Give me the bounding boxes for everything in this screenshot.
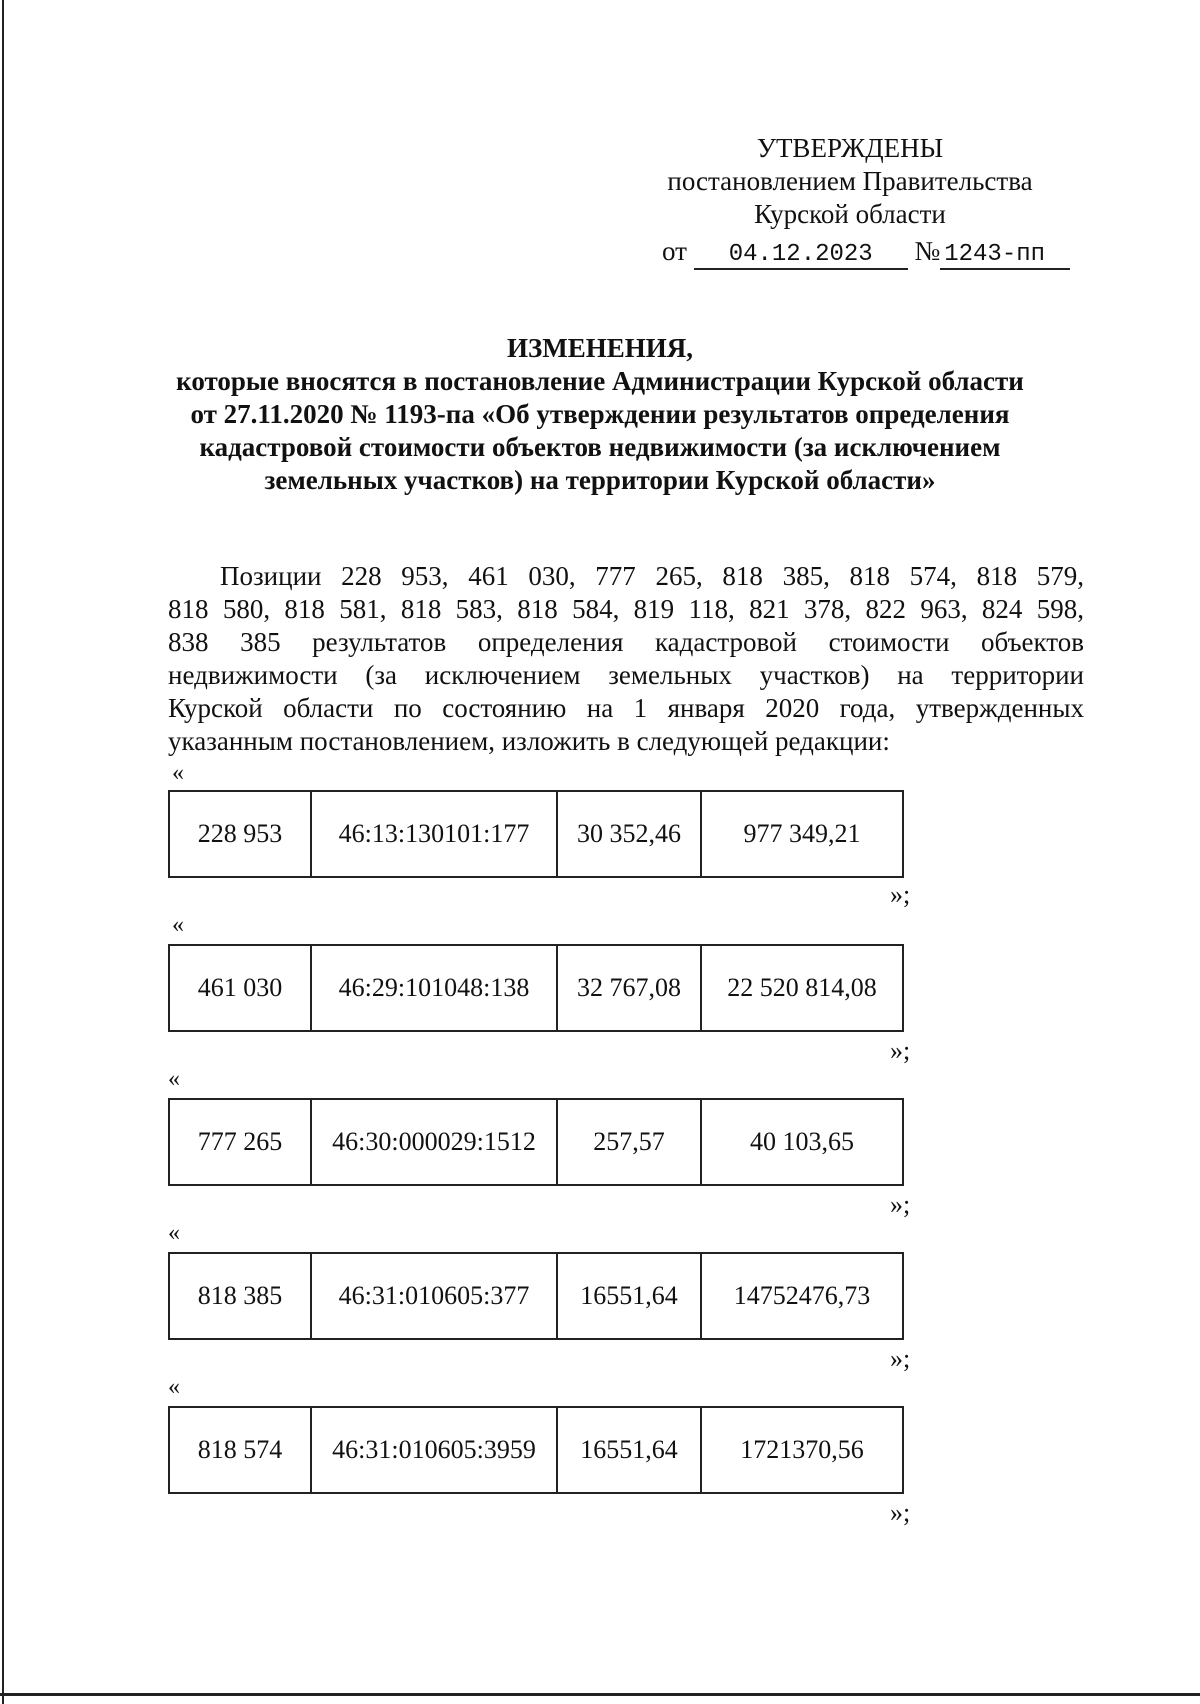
- approval-line-region: Курской области: [754, 199, 946, 229]
- title-heading: ИЗМЕНЕНИЯ,: [506, 333, 693, 363]
- title-line: от 27.11.2020 № 1193-па «Об утверждении результатов определения: [190, 399, 1010, 429]
- title-line: кадастровой стоимости объектов недвижимости (за исключением: [199, 432, 1001, 462]
- cell-cadastral-value: 22 520 814,08: [701, 945, 903, 1031]
- quote-open: «: [172, 912, 184, 938]
- cell-cadastral-number: 46:30:000029:1512: [311, 1099, 557, 1185]
- cell-position: 777 265: [169, 1099, 311, 1185]
- cell-cadastral-number: 46:13:130101:177: [311, 791, 557, 877]
- cell-specific-value: 30 352,46: [557, 791, 701, 877]
- position-table: [168, 1252, 904, 1340]
- approval-heading: УТВЕРЖДЕНЫ: [756, 133, 944, 163]
- table-row: [169, 791, 903, 877]
- cell-specific-value: 16551,64: [557, 1253, 701, 1339]
- position-table: [168, 944, 904, 1032]
- body-line: 818 580, 818 581, 818 583, 818 584, 819 118, 821 378, 822 963, 824 598,: [168, 594, 1084, 624]
- cell-cadastral-value: 977 349,21: [701, 791, 903, 877]
- scan-border-bottom: [0, 1693, 1200, 1696]
- cell-position: 461 030: [169, 945, 311, 1031]
- position-table: [168, 1098, 904, 1186]
- cell-specific-value: 16551,64: [557, 1407, 701, 1493]
- quote-open: «: [172, 760, 184, 786]
- title-line: земельных участков) на территории Курской области»: [264, 465, 936, 495]
- body-line: 838 385 результатов определения кадастровой стоимости объектов: [168, 627, 1084, 657]
- quote-close: »;: [890, 1190, 911, 1219]
- body-line: Курской области по состоянию на 1 января 2020 года, утвержденных: [168, 693, 1084, 723]
- approval-date: 04.12.2023: [694, 242, 908, 270]
- cell-cadastral-number: 46:29:101048:138: [311, 945, 557, 1031]
- cell-position: 818 385: [169, 1253, 311, 1339]
- cell-position: 228 953: [169, 791, 311, 877]
- approval-block: [640, 132, 1060, 231]
- number-sign: №: [914, 236, 941, 266]
- approval-number: 1243-пп: [940, 242, 1070, 270]
- body-line: указанным постановлением, изложить в следующей редакции:: [168, 726, 890, 756]
- cell-cadastral-value: 14752476,73: [701, 1253, 903, 1339]
- cell-cadastral-value: 40 103,65: [701, 1099, 903, 1185]
- cell-specific-value: 257,57: [557, 1099, 701, 1185]
- table-row: [169, 1099, 903, 1185]
- title-line: которые вносятся в постановление Администрации Курской области: [176, 366, 1024, 396]
- table-row: [169, 1407, 903, 1493]
- body-line: недвижимости (за исключением земельных участков) на территории: [168, 660, 1084, 690]
- body-paragraph: [168, 560, 1084, 758]
- cell-position: 818 574: [169, 1407, 311, 1493]
- cell-specific-value: 32 767,08: [557, 945, 701, 1031]
- table-row: [169, 945, 903, 1031]
- quote-close: »;: [890, 1498, 911, 1527]
- body-line: Позиции 228 953, 461 030, 777 265, 818 385, 818 574, 818 579,: [220, 561, 1084, 591]
- position-table: [168, 1406, 904, 1494]
- scan-border-left: [2, 0, 4, 1704]
- quote-close: »;: [890, 1036, 911, 1065]
- table-row: [169, 1253, 903, 1339]
- quote-open: «: [168, 1066, 180, 1092]
- document-title: [100, 332, 1100, 497]
- quote-open: «: [168, 1220, 180, 1246]
- position-table: [168, 790, 904, 878]
- approval-date-line: [662, 236, 1082, 270]
- quote-open: «: [168, 1374, 180, 1400]
- cell-cadastral-value: 1721370,56: [701, 1407, 903, 1493]
- approval-line-decree: постановлением Правительства: [667, 166, 1033, 196]
- quote-close: »;: [890, 1344, 911, 1373]
- cell-cadastral-number: 46:31:010605:3959: [311, 1407, 557, 1493]
- date-prefix: от: [662, 236, 687, 266]
- quote-close: »;: [890, 880, 911, 909]
- cell-cadastral-number: 46:31:010605:377: [311, 1253, 557, 1339]
